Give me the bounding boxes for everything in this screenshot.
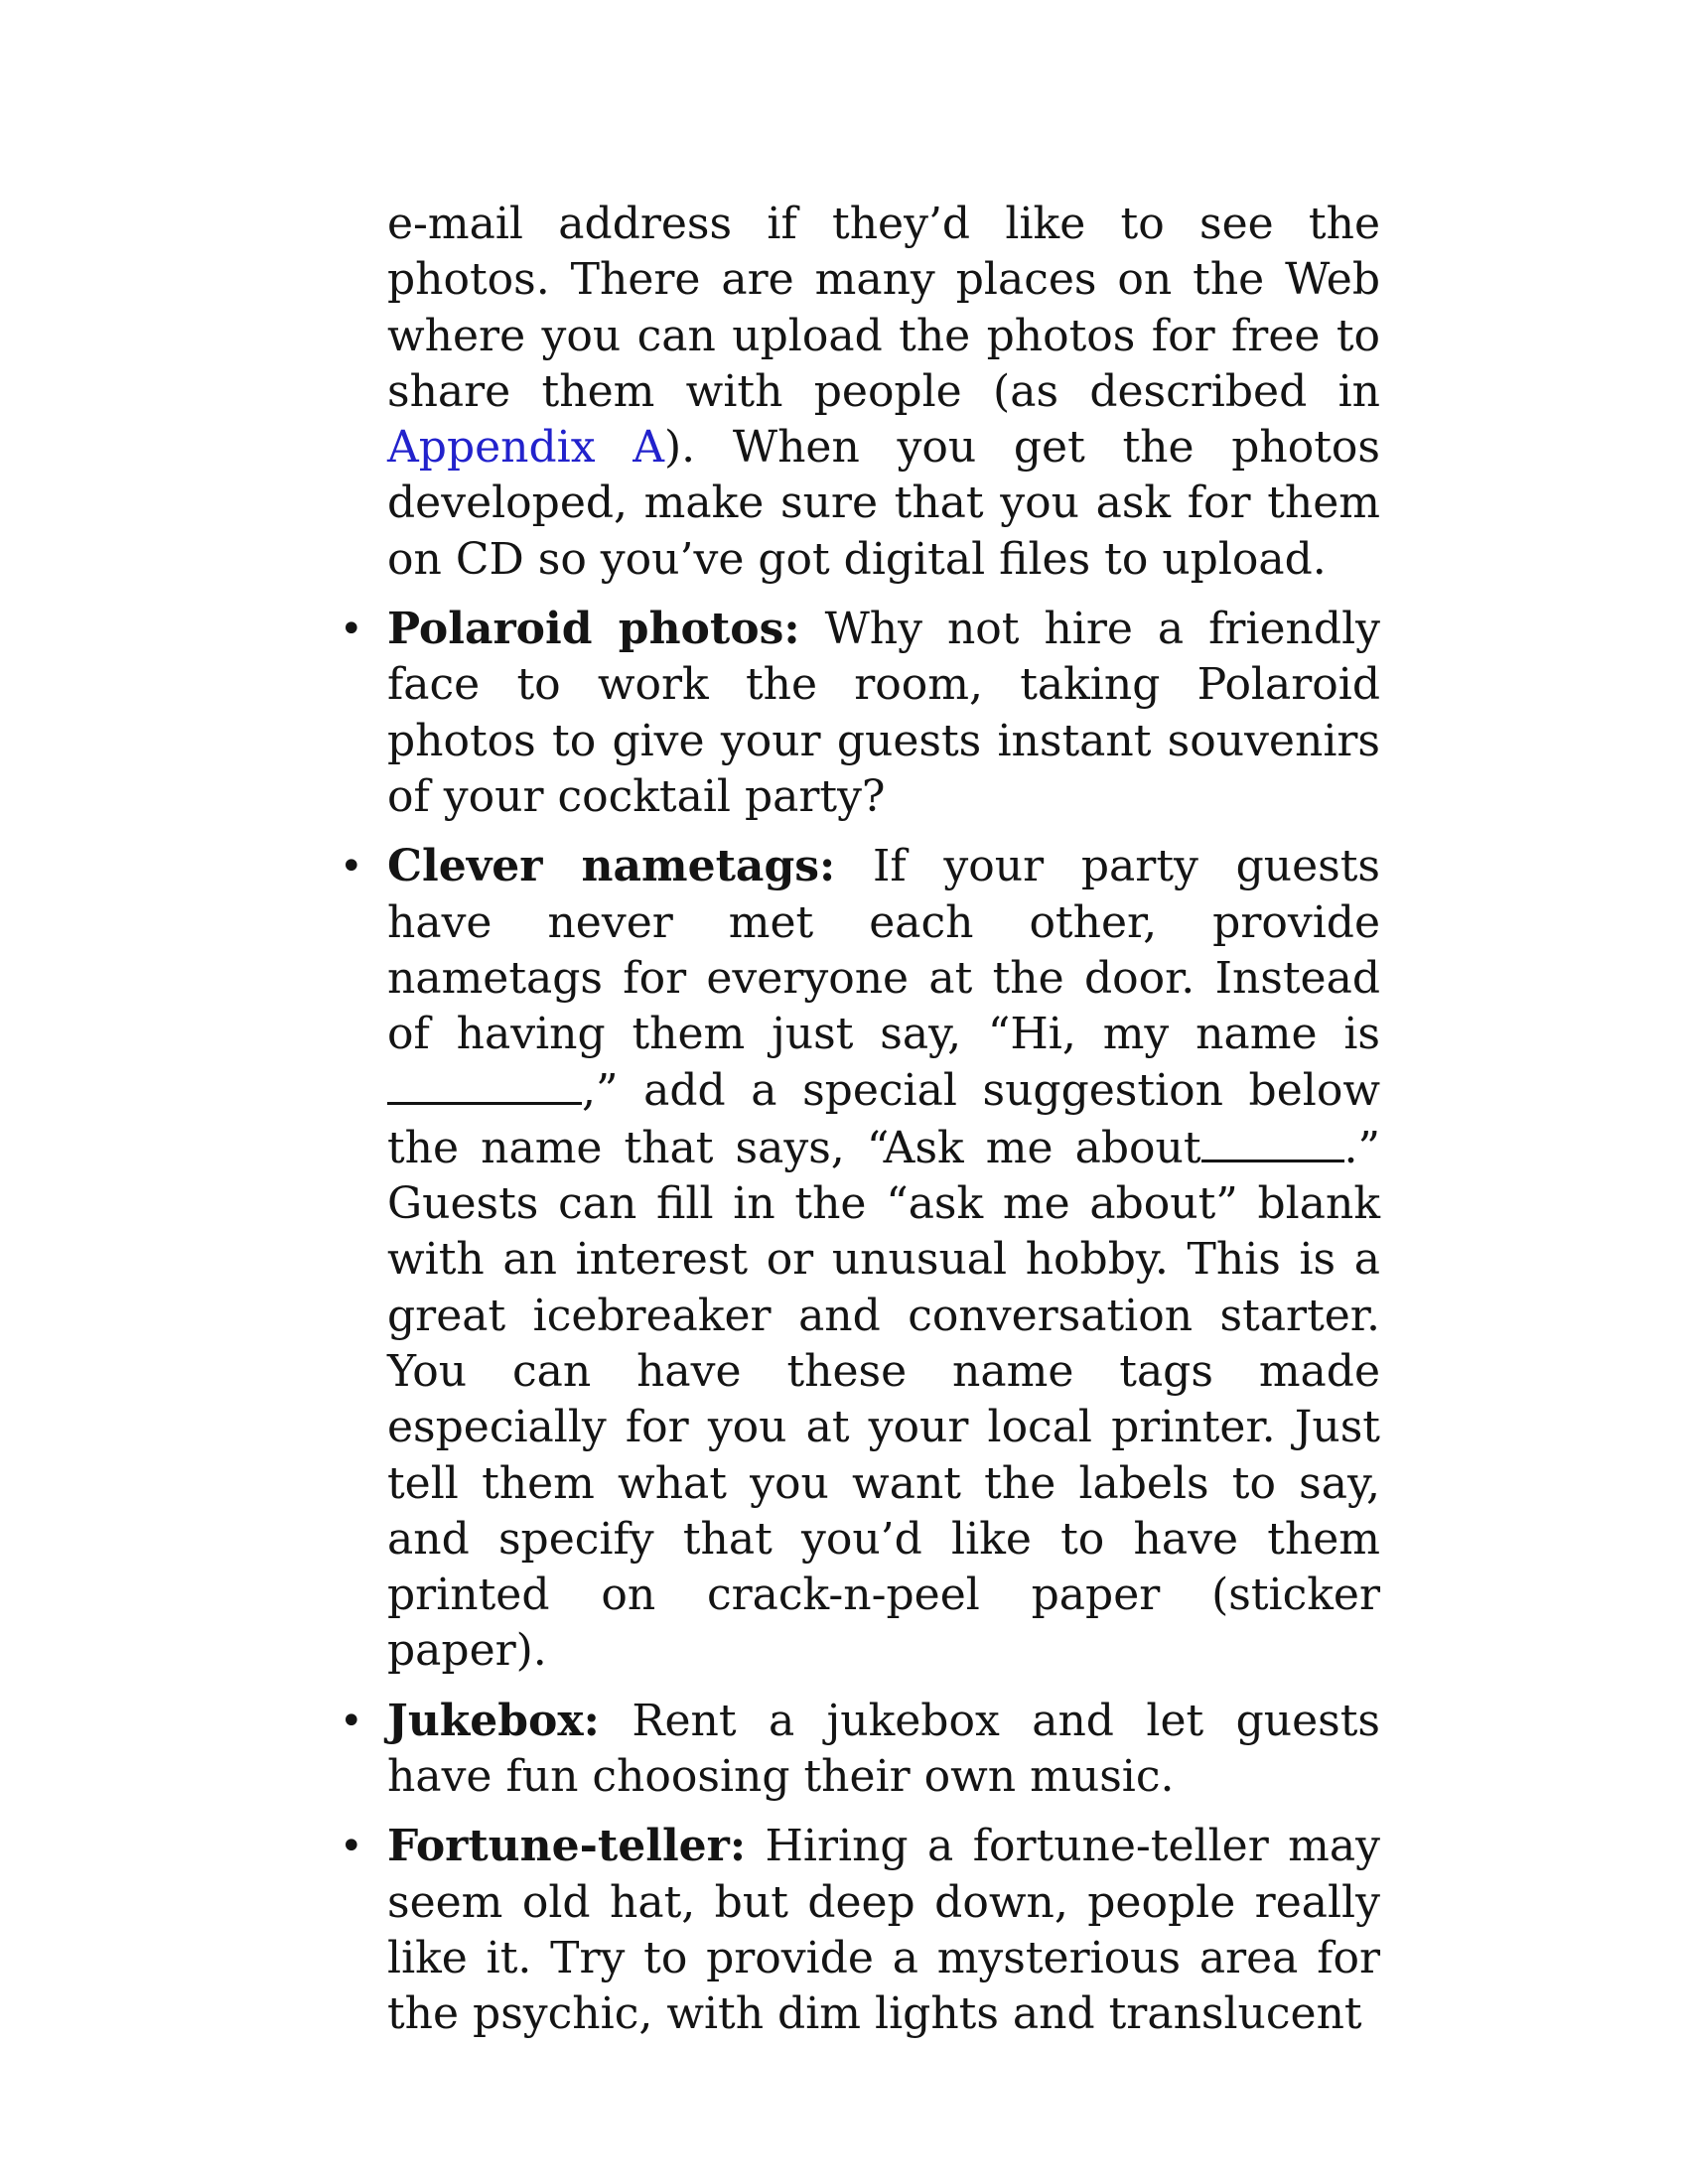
- list-item-polaroid-photos: [340, 602, 1380, 825]
- bullet-icon: •: [340, 1698, 363, 1744]
- list-item-term: Fortune-teller:: [387, 1821, 747, 1872]
- list-item-text: ,” add a special suggestion below the name that says, “Ask me about: [387, 1065, 1380, 1173]
- page-body: [340, 197, 1381, 2043]
- bullet-icon: •: [340, 1824, 363, 1870]
- list-item-fortune-teller: [340, 1819, 1380, 2042]
- intro-text-end: ). When you get the photos developed, make sure that you ask for them on CD so you’ve got digital files to upload.: [387, 422, 1380, 585]
- list-item-text: Why not hire a friendly face to work the room, taking Polaroid photos to give your guests instant souvenirs of your cocktail party?: [387, 604, 1380, 822]
- list-item-clever-nametags: [340, 839, 1381, 1679]
- list-item-term: Polaroid photos:: [387, 604, 800, 655]
- list-item-text: Hiring a fortune-teller may seem old hat, but deep down, people really like it. Try to provide a mysterious area for the psychic, with dim lights and translucent: [387, 1821, 1380, 2040]
- list-item-term: Jukebox:: [387, 1695, 600, 1746]
- bullet-icon: •: [340, 844, 363, 890]
- ideas-list: [340, 602, 1381, 2042]
- list-item-text: If your party guests have never met each other, provide nametags for everyone at the door. Instead of having them just say, “Hi, my name is: [387, 841, 1381, 1060]
- intro-text-start: e-mail address if they’d like to see the photos. There are many places on the Web where you can upload the photos for free to share them with people (as described in: [387, 199, 1380, 417]
- name-blank-line: [387, 1062, 582, 1105]
- list-item-jukebox: [340, 1694, 1380, 1806]
- list-item-text: .” Guests can fill in the “ask me about” blank with an interest or unusual hobby. This is a great icebreaker and conversation starter. You can have these name tags made especially for you at your local printer. Just tell them what you want the labels to say, and specify that you’d like to have them printed on crack-n-peel paper (sticker paper).: [387, 1122, 1380, 1677]
- ask-me-blank-line: [1201, 1120, 1344, 1162]
- intro-paragraph: [387, 197, 1380, 588]
- bullet-icon: •: [340, 607, 363, 653]
- list-item-text: Rent a jukebox and let guests have fun choosing their own music.: [387, 1695, 1380, 1803]
- appendix-a-link[interactable]: Appendix A: [387, 422, 665, 474]
- list-item-term: Clever nametags:: [387, 841, 836, 892]
